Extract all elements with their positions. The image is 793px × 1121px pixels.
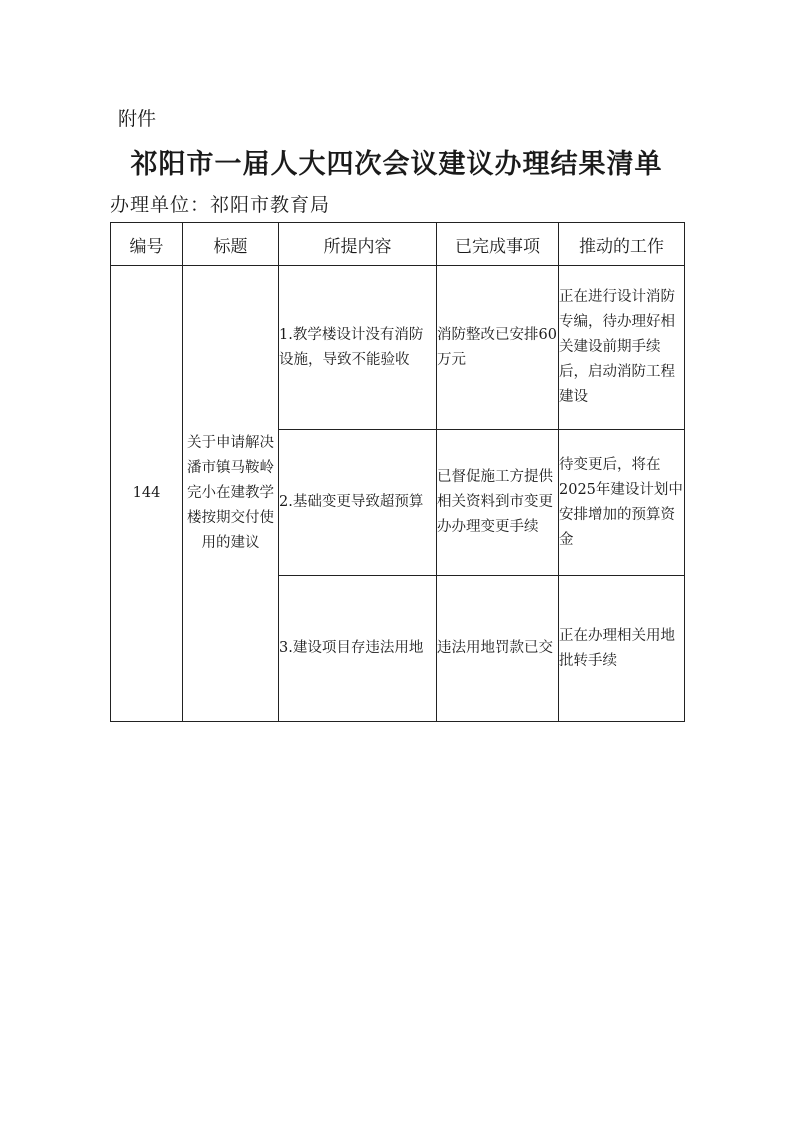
suggestion-title: 关于申请解决潘市镇马鞍岭完小在建教学楼按期交付使用的建议 (183, 266, 279, 722)
content-cell: 2.基础变更导致超预算 (279, 430, 437, 576)
work-cell: 正在进行设计消防专编，待办理好相关建设前期手续后，启动消防工程建设 (559, 266, 685, 430)
header-completed: 已完成事项 (437, 223, 559, 266)
work-cell: 待变更后，将在2025年建设计划中安排增加的预算资金 (559, 430, 685, 576)
results-table (110, 222, 685, 722)
header-content: 所提内容 (279, 223, 437, 266)
content-cell: 3.建设项目存违法用地 (279, 576, 437, 722)
handling-unit: 办理单位：祁阳市教育局 (110, 194, 331, 216)
completed-cell: 已督促施工方提供相关资料到市变更办办理变更手续 (437, 430, 559, 576)
content-cell: 1.教学楼设计没有消防设施，导致不能验收 (279, 266, 437, 430)
table-header-row (111, 223, 685, 266)
attachment-label: 附件 (118, 108, 157, 130)
table-row (111, 266, 685, 430)
header-number: 编号 (111, 223, 183, 266)
suggestion-number: 144 (111, 266, 183, 722)
header-title: 标题 (183, 223, 279, 266)
header-work: 推动的工作 (559, 223, 685, 266)
work-cell: 正在办理相关用地批转手续 (559, 576, 685, 722)
completed-cell: 违法用地罚款已交 (437, 576, 559, 722)
completed-cell: 消防整改已安排60万元 (437, 266, 559, 430)
document-title: 祁阳市一届人大四次会议建议办理结果清单 (130, 149, 663, 180)
